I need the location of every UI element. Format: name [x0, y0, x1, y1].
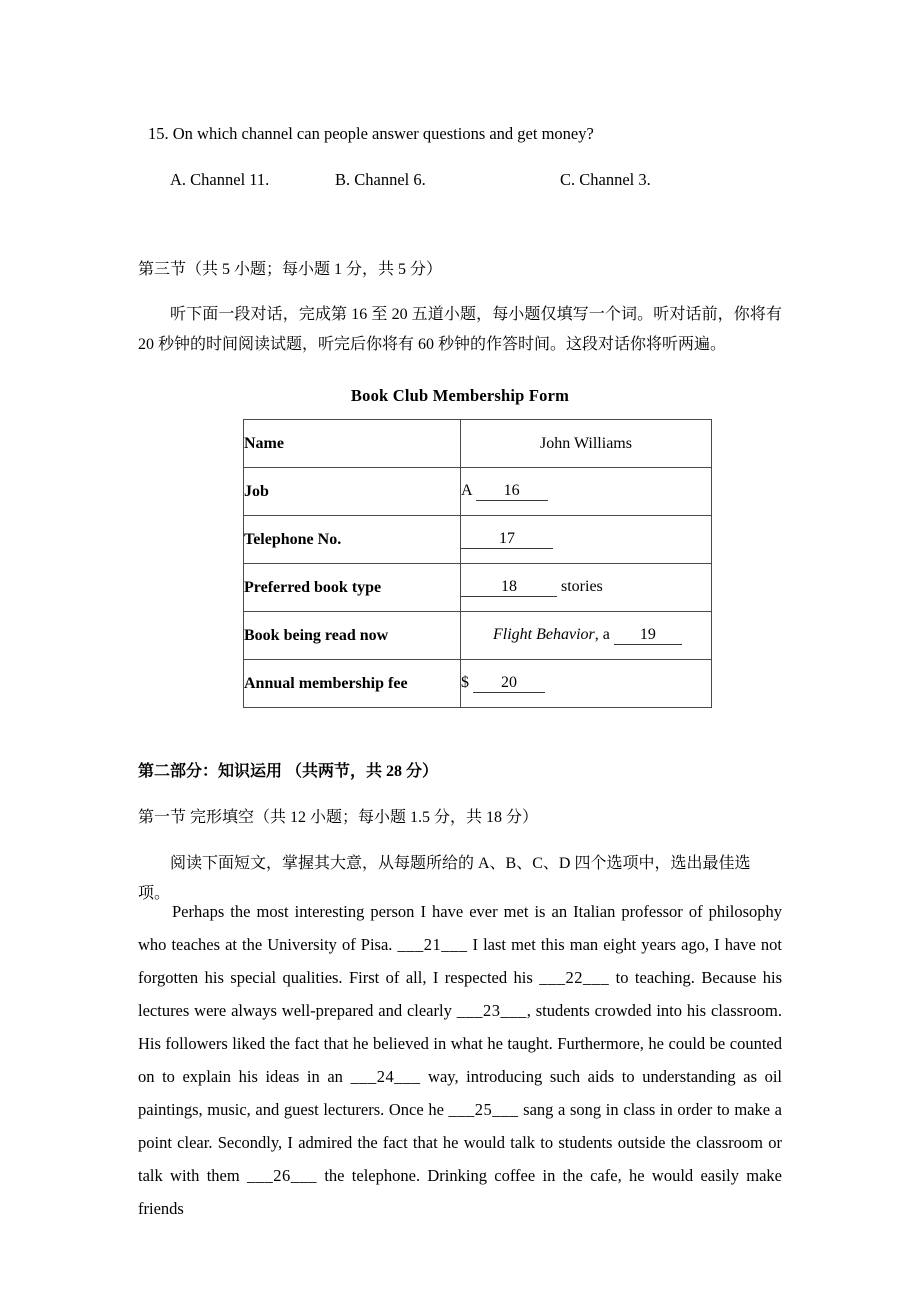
cloze-blank-7[interactable]: ___24___: [350, 1067, 421, 1086]
blank-19[interactable]: 19: [614, 626, 682, 645]
table-row: [244, 468, 712, 516]
row-label-current-book: Book being read now: [244, 612, 461, 660]
current-book-prefix: , a: [594, 625, 610, 643]
blank-16[interactable]: 16: [476, 482, 548, 501]
part-two-section-one-heading: 第一节 完形填空（共 12 小题；每小题 1.5 分，共 18 分）: [138, 809, 539, 826]
form-title-block: [138, 386, 782, 406]
cloze-blank-11[interactable]: ___26___: [247, 1166, 318, 1185]
cloze-blank-5[interactable]: ___23___: [456, 1001, 527, 1020]
section-three-instruction: 听下面一段对话，完成第 16 至 20 五道小题，每小题仅填写一个词。听对话前，你将有 20 秒钟的时间阅读试题，听完后你将有 60 秒钟的作答时间。这段对话你将听两遍。: [138, 306, 782, 354]
table-row: [244, 612, 712, 660]
row-value-job: [461, 468, 712, 516]
cloze-blank-3[interactable]: ___22___: [539, 968, 610, 987]
book-type-suffix: stories: [561, 577, 603, 595]
question-15-options: [138, 170, 782, 194]
question-15-text: 15. On which channel can people answer questions and get money?: [148, 124, 594, 143]
cloze-blank-9[interactable]: ___25___: [448, 1100, 519, 1119]
part-two-section-one-heading-block: [138, 803, 782, 833]
section-three-heading: 第三节（共 5 小题；每小题 1 分，共 5 分）: [138, 261, 443, 278]
cloze-passage-block: [138, 895, 782, 1225]
membership-form-table-wrap: [243, 419, 712, 708]
membership-form-table: [243, 419, 712, 708]
part-two-instruction: 阅读下面短文，掌握其大意，从每题所给的 A、B、C、D 四个选项中，选出最佳选项。: [138, 855, 751, 903]
section-three-heading-block: [138, 255, 782, 285]
row-value-current-book: [461, 612, 712, 660]
form-title: Book Club Membership Form: [350, 386, 570, 405]
row-value-name: John Williams: [461, 420, 712, 468]
part-two-heading-block: [138, 757, 782, 787]
row-value-telephone: [461, 516, 712, 564]
cloze-blank-1[interactable]: ___21___: [397, 935, 468, 954]
row-value-book-type: [461, 564, 712, 612]
option-b[interactable]: B. Channel 6.: [335, 170, 426, 189]
row-label-book-type: Preferred book type: [244, 564, 461, 612]
current-book-title: Flight Behavior: [493, 625, 595, 643]
table-row: [244, 660, 712, 708]
row-label-fee: Annual membership fee: [244, 660, 461, 708]
cloze-passage: Perhaps the most interesting person I have ever met is an Italian professor of philosophy who teaches at the University of Pisa. ___21___ I last met this man eight years ago, I have not forgotten his special qualities. First of all, I respected his ___22___ to teaching. Because his lectures were always well-prepared and clearly ___23___, students crowded into his classroom. His followers liked the fact that he believed in what he taught. Furthermore, he could be counted on to explain his ideas in an ___24___ way, introducing such aids to understanding as oil paintings, music, and guest lecturers. Once he ___25___ sang a song in class in order to make a point clear. Secondly, I admired the fact that he would talk to students outside the classroom or talk with them ___26___ the telephone. Drinking coffee in the cafe, he would easily make friends: [138, 902, 783, 1218]
job-prefix: A: [461, 481, 472, 499]
row-label-job: Job: [244, 468, 461, 516]
fee-prefix: $: [461, 673, 469, 691]
blank-17[interactable]: 17: [461, 530, 553, 549]
option-c[interactable]: C. Channel 3.: [560, 170, 651, 189]
part-two-heading: 第二部分：知识运用 （共两节，共 28 分）: [138, 763, 439, 780]
table-row: [244, 564, 712, 612]
blank-18[interactable]: 18: [461, 578, 557, 597]
blank-20[interactable]: 20: [473, 674, 545, 693]
row-label-name: Name: [244, 420, 461, 468]
table-row: [244, 420, 712, 468]
row-value-fee: [461, 660, 712, 708]
row-label-telephone: Telephone No.: [244, 516, 461, 564]
table-row: [244, 516, 712, 564]
option-a[interactable]: A. Channel 11.: [170, 170, 270, 189]
listening-question-15-block: [138, 122, 782, 146]
section-three-instruction-block: [138, 300, 782, 361]
